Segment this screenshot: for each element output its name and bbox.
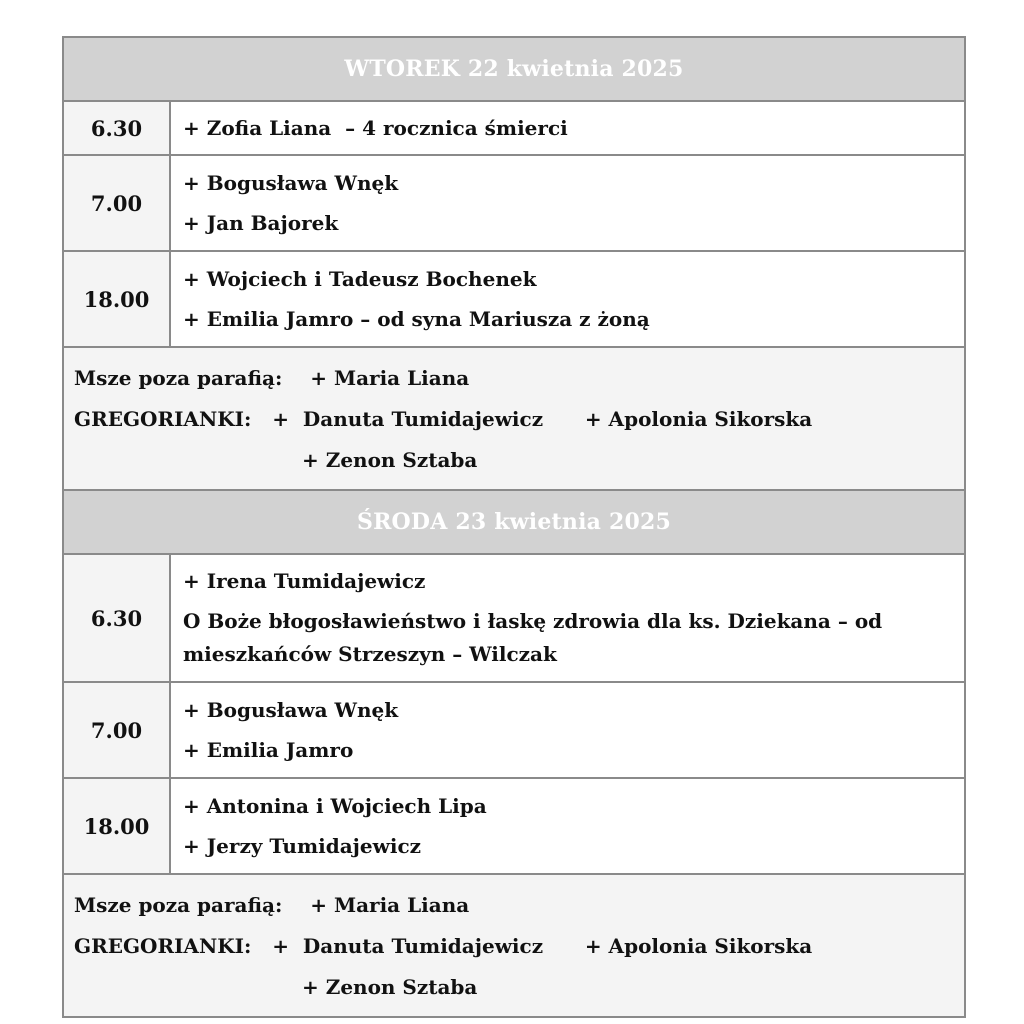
intention: + Emilia Jamro [183,738,354,762]
intentions-cell [171,156,964,250]
mass-time: 7.00 [64,683,171,777]
table-row [64,252,964,348]
intention: + Bogusława Wnęk [183,171,399,195]
mass-time: 18.00 [64,779,171,873]
gregorian-masses-continued: + Zenon Sztaba [302,975,478,999]
outside-parish-masses: Msze poza parafią: + Maria Liana [74,366,470,390]
mass-time: 18.00 [64,252,171,346]
table-row [64,156,964,252]
mass-time: 7.00 [64,156,171,250]
gregorian-masses: GREGORIANKI: + Danuta Tumidajewicz + Apolonia Sikorska [74,407,813,431]
day-header-tuesday: WTOREK 22 kwietnia 2025 [64,38,964,102]
intention: O Boże błogosławieństwo i łaskę zdrowia dla ks. Dziekana – od mieszkańców Strzeszyn – Wilczak [183,609,890,666]
mass-time: 6.30 [64,555,171,681]
gregorian-masses-continued: + Zenon Sztaba [302,448,478,472]
intentions-cell [171,252,964,346]
intentions-cell [171,683,964,777]
mass-time: 6.30 [64,102,171,154]
intention: + Jerzy Tumidajewicz [183,834,421,858]
intention: + Bogusława Wnęk [183,698,399,722]
gregorian-masses: GREGORIANKI: + Danuta Tumidajewicz + Apolonia Sikorska [74,934,813,958]
intentions-cell [171,779,964,873]
intention: + Antonina i Wojciech Lipa [183,794,487,818]
intention: + Wojciech i Tadeusz Bochenek [183,267,537,291]
day-header-wednesday: ŚRODA 23 kwietnia 2025 [64,491,964,555]
table-row [64,683,964,779]
table-row [64,779,964,875]
intention: + Irena Tumidajewicz [183,569,426,593]
intention: + Emilia Jamro – od syna Mariusza z żoną [183,307,650,331]
extra-intentions [64,875,964,1016]
extra-intentions [64,348,964,491]
mass-schedule-table [62,36,966,1018]
table-row [64,555,964,683]
table-row [64,102,964,156]
intentions-cell [171,102,964,154]
outside-parish-masses: Msze poza parafią: + Maria Liana [74,893,470,917]
intentions-cell [171,555,964,681]
intention: + Jan Bajorek [183,211,339,235]
intention: + Zofia Liana – 4 rocznica śmierci [183,116,568,140]
